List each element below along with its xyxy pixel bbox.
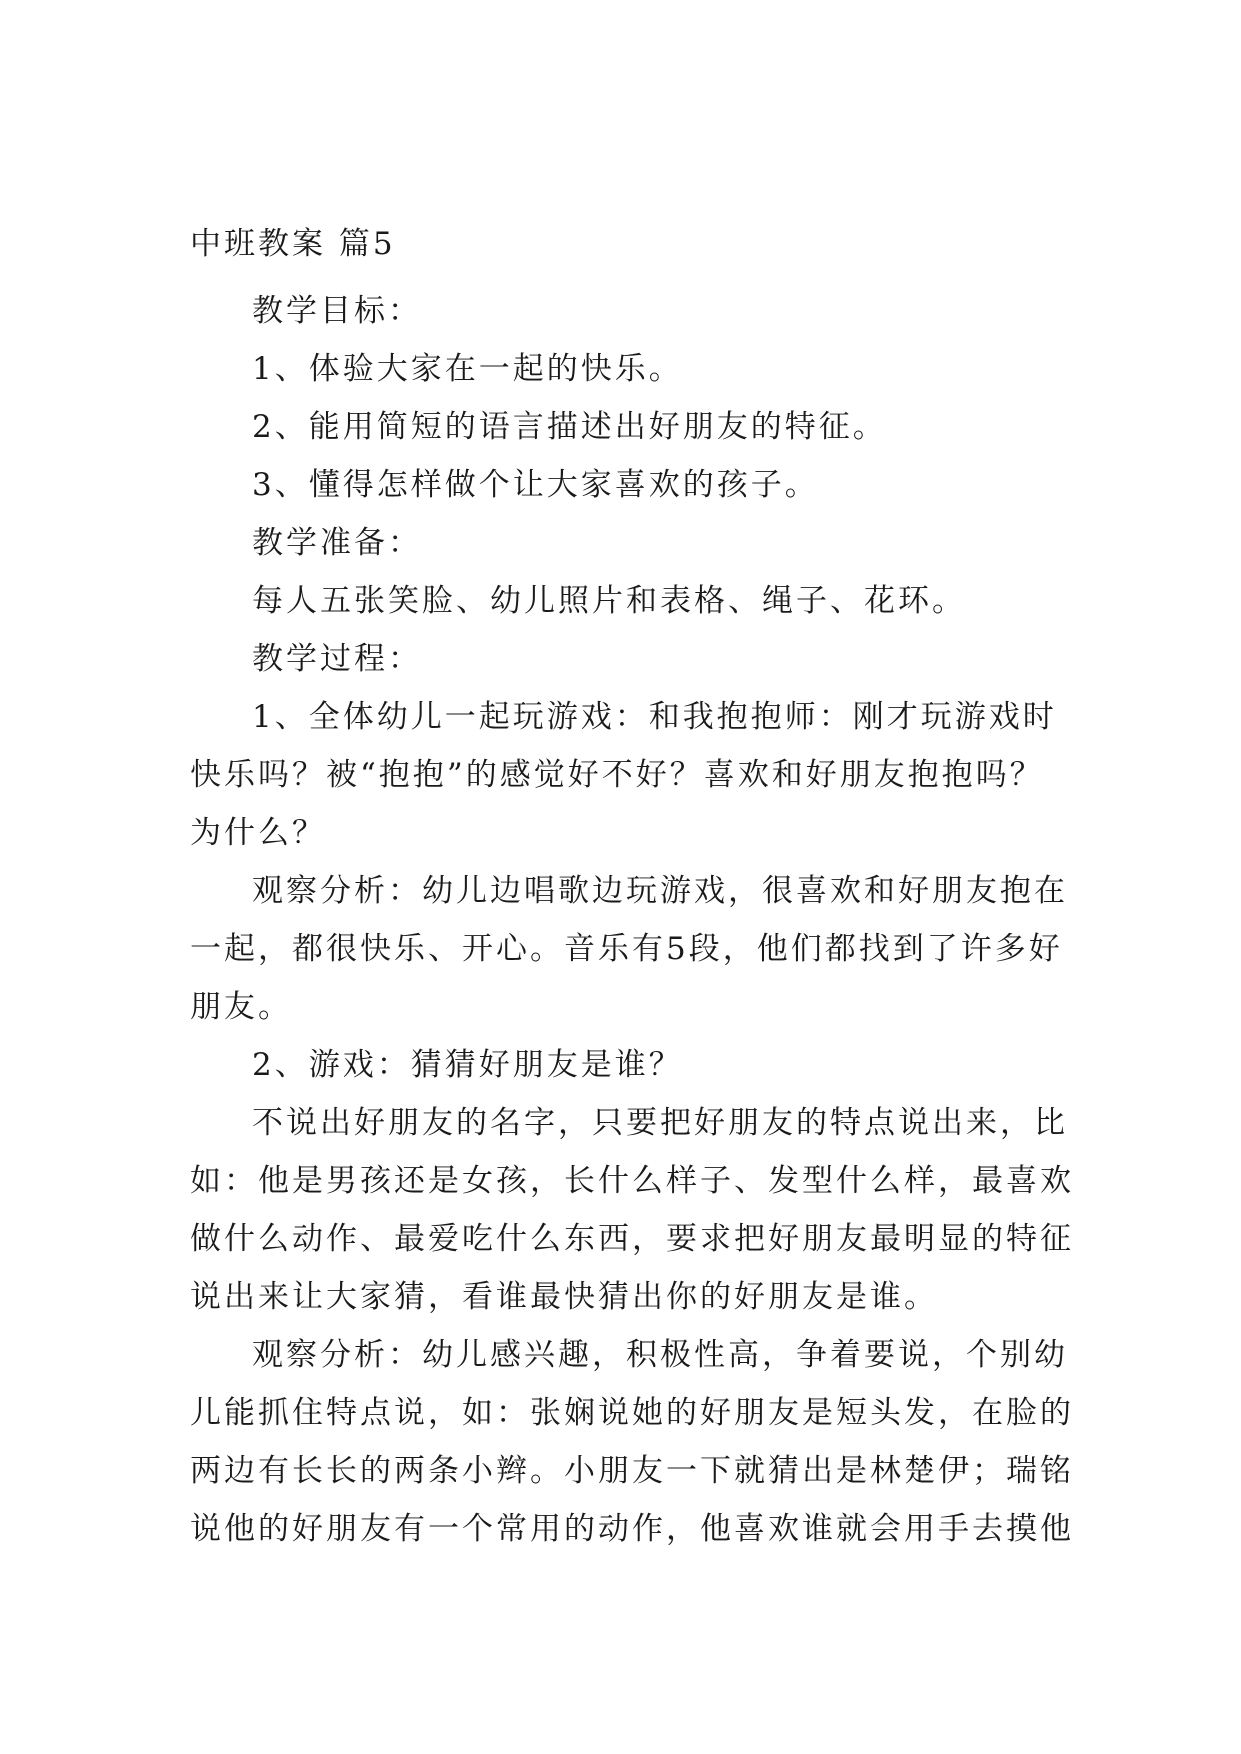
paragraph-line: 2、游戏：猜猜好朋友是谁？ [252,1047,683,1083]
preparation-text: 每人五张笑脸、幼儿照片和表格、绳子、花环。 [252,583,966,619]
paragraph-line: 快乐吗？被“抱抱”的感觉好不好？喜欢和好朋友抱抱吗？ [190,757,1044,793]
paragraph-line: 儿能抓住特点说，如：张娴说她的好朋友是短头发，在脸的 [190,1395,1074,1431]
paragraph-line: 观察分析：幼儿感兴趣，积极性高，争着要说，个别幼 [252,1337,1068,1373]
paragraph-line: 朋友。 [190,989,292,1025]
section-heading-process: 教学过程： [252,641,422,677]
objective-item-3: 3、懂得怎样做个让大家喜欢的孩子。 [252,467,819,503]
paragraph-line: 为什么？ [190,815,326,851]
paragraph-line: 说出来让大家猜，看谁最快猜出你的好朋友是谁。 [190,1279,938,1315]
objective-item-2: 2、能用简短的语言描述出好朋友的特征。 [252,409,887,445]
paragraph-line: 两边有长长的两条小辫。小朋友一下就猜出是林楚伊；瑞铭 [190,1453,1074,1489]
objective-item-1: 1、体验大家在一起的快乐。 [252,351,683,387]
paragraph-line: 不说出好朋友的名字，只要把好朋友的特点说出来，比 [252,1105,1068,1141]
paragraph-line: 如：他是男孩还是女孩，长什么样子、发型什么样，最喜欢 [190,1163,1074,1199]
paragraph-line: 说他的好朋友有一个常用的动作，他喜欢谁就会用手去摸他 [190,1511,1074,1547]
paragraph-line: 1、全体幼儿一起玩游戏：和我抱抱师：刚才玩游戏时 [252,699,1057,735]
paragraph-line: 做什么动作、最爱吃什么东西，要求把好朋友最明显的特征 [190,1221,1074,1257]
section-heading-preparation: 教学准备： [252,525,422,561]
section-heading-objectives: 教学目标： [252,293,422,329]
paragraph-line: 一起，都很快乐、开心。音乐有5段，他们都找到了许多好 [190,931,1063,967]
paragraph-line: 观察分析：幼儿边唱歌边玩游戏，很喜欢和好朋友抱在 [252,873,1068,909]
document-page [190,224,1074,1558]
document-title: 中班教案 篇5 [190,226,396,262]
